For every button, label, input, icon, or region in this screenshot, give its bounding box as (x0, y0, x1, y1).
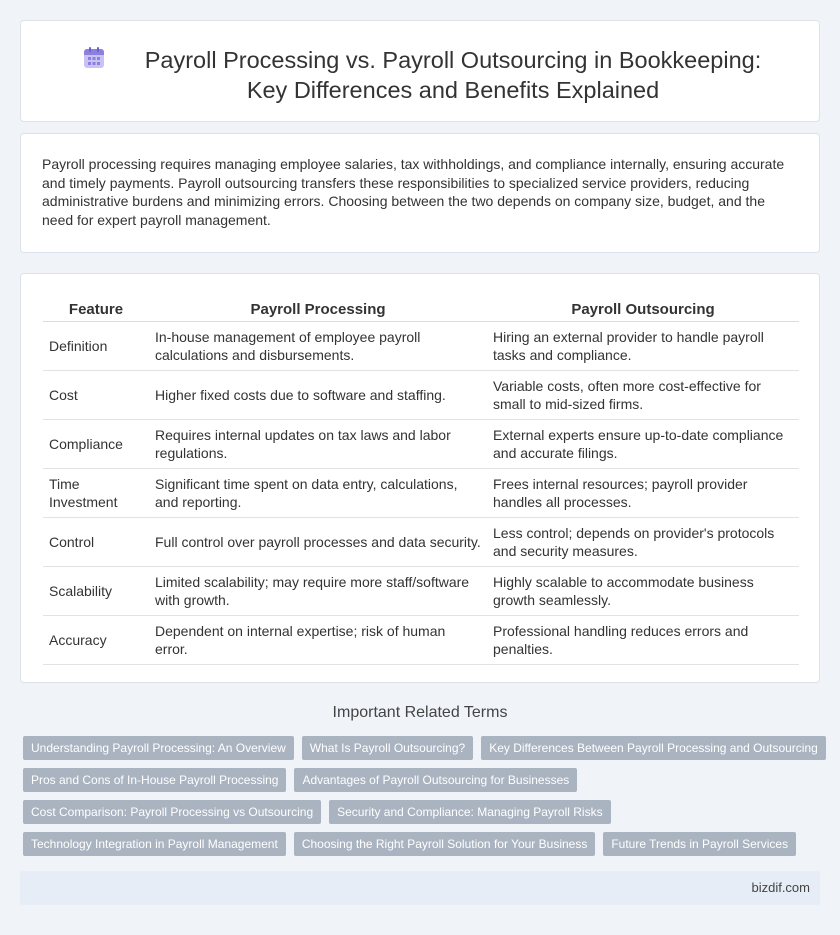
tag-row (23, 800, 823, 824)
tag-row (23, 832, 823, 856)
header-payroll-outsourcing: Payroll Outsourcing (487, 295, 799, 321)
feature-cell: Control (43, 517, 149, 566)
related-terms-list (23, 736, 823, 864)
outsourcing-cell: Less control; depends on provider's protocols and security measures. (487, 517, 799, 566)
processing-cell: Requires internal updates on tax laws and labor regulations. (149, 419, 487, 468)
header-feature: Feature (43, 295, 149, 321)
related-term-link[interactable]: Pros and Cons of In-House Payroll Processing (23, 768, 286, 792)
title-wrap (81, 45, 779, 105)
related-term-link[interactable]: Security and Compliance: Managing Payroll Risks (329, 800, 610, 824)
table-row (43, 517, 799, 566)
feature-cell: Time Investment (43, 468, 149, 517)
comparison-card (20, 273, 820, 683)
related-term-link[interactable]: Choosing the Right Payroll Solution for Your Business (294, 832, 596, 856)
processing-cell: Limited scalability; may require more staff/software with growth. (149, 566, 487, 615)
feature-cell: Cost (43, 370, 149, 419)
processing-cell: Dependent on internal expertise; risk of human error. (149, 615, 487, 664)
title-card (20, 20, 820, 122)
related-term-link[interactable]: Technology Integration in Payroll Management (23, 832, 286, 856)
table-row (43, 468, 799, 517)
outsourcing-cell: Highly scalable to accommodate business growth seamlessly. (487, 566, 799, 615)
feature-cell: Compliance (43, 419, 149, 468)
related-term-link[interactable]: Key Differences Between Payroll Processing and Outsourcing (481, 736, 826, 760)
header-payroll-processing: Payroll Processing (149, 295, 487, 321)
processing-cell: Significant time spent on data entry, calculations, and reporting. (149, 468, 487, 517)
feature-cell: Scalability (43, 566, 149, 615)
comparison-table (43, 295, 799, 665)
processing-cell: Higher fixed costs due to software and staffing. (149, 370, 487, 419)
footer (20, 871, 820, 905)
footer-site-link[interactable]: bizdif.com (751, 880, 810, 895)
table-row (43, 566, 799, 615)
processing-cell: Full control over payroll processes and data security. (149, 517, 487, 566)
feature-cell: Accuracy (43, 615, 149, 664)
table-row (43, 321, 799, 370)
intro-paragraph: Payroll processing requires managing employee salaries, tax withholdings, and compliance internally, ensuring accurate and timely payments. Payroll outsourcing transfers these responsibilities to specialized service providers, reducing administrative burdens and minimizing errors. Choosing between the two depends on company size, budget, and the need for expert payroll management. (42, 156, 785, 228)
related-term-link[interactable]: Future Trends in Payroll Services (603, 832, 796, 856)
outsourcing-cell: Hiring an external provider to handle payroll tasks and compliance. (487, 321, 799, 370)
related-term-link[interactable]: Understanding Payroll Processing: An Overview (23, 736, 294, 760)
table-row (43, 615, 799, 664)
outsourcing-cell: Frees internal resources; payroll provider handles all processes. (487, 468, 799, 517)
outsourcing-cell: External experts ensure up-to-date compliance and accurate filings. (487, 419, 799, 468)
table-row (43, 419, 799, 468)
feature-cell: Definition (43, 321, 149, 370)
related-term-link[interactable]: Advantages of Payroll Outsourcing for Businesses (294, 768, 577, 792)
processing-cell: In-house management of employee payroll calculations and disbursements. (149, 321, 487, 370)
related-term-link[interactable]: What Is Payroll Outsourcing? (302, 736, 473, 760)
outsourcing-cell: Variable costs, often more cost-effective for small to mid-sized firms. (487, 370, 799, 419)
related-term-link[interactable]: Cost Comparison: Payroll Processing vs Outsourcing (23, 800, 321, 824)
outsourcing-cell: Professional handling reduces errors and penalties. (487, 615, 799, 664)
tag-row (23, 736, 823, 760)
table-row (43, 370, 799, 419)
related-terms-title: Important Related Terms (332, 704, 508, 721)
intro-card (20, 133, 820, 253)
tag-row (23, 768, 823, 792)
table-header-row (43, 295, 799, 321)
page-title: Payroll Processing vs. Payroll Outsourcing in Bookkeeping: Key Differences and Benefits Explained (144, 47, 762, 103)
calendar-icon (81, 45, 107, 71)
